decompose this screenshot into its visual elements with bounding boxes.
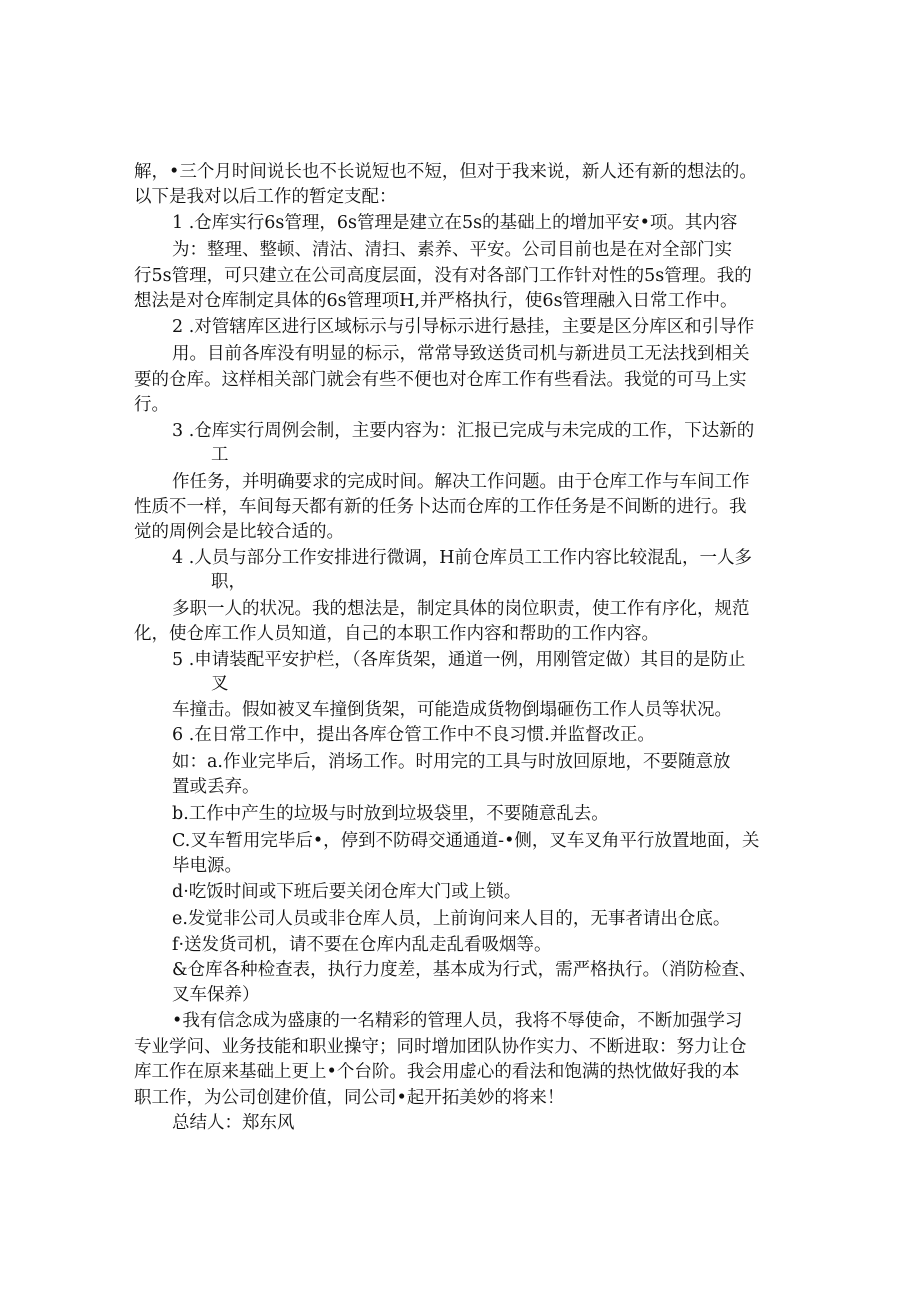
text-line: 职工作，为公司创建价值，同公司•起开拓美妙的将来！ bbox=[134, 1088, 565, 1108]
text-line: d·吃饭时间或下班后要关闭仓库大门或上锁。 bbox=[172, 882, 522, 902]
text-line: 性质不一样，车间每天都有新的任务卜达而仓库的工作任务是不间断的进行。我 bbox=[134, 497, 747, 517]
signature-line: 总结人：郑东风 bbox=[172, 1113, 295, 1133]
text-line: e.发觉非公司人员或非仓库人员，上前询问来人目的，无事者请出仓底。 bbox=[172, 909, 731, 929]
list-item-4-heading: 4 .人员与部分工作安排进行微调，H前仓库员工工作内容比较混乱，一人多 bbox=[172, 548, 753, 568]
text-line: C.叉车暂用完毕后•，停到不防碍交通通道-•侧，叉车叉角平行放置地面，关 bbox=[172, 831, 760, 851]
text-line: &仓库各种检查表，执行力度差，基本成为行式，需严格执行。（消防检查、 bbox=[172, 960, 757, 980]
text-line: f·送发货司机，请不要在仓库内乱走乱看吸烟等。 bbox=[172, 935, 552, 955]
text-line: 行。 bbox=[134, 395, 169, 415]
text-line: 叉车保养） bbox=[172, 985, 260, 1005]
text-line: 想法是对仓库制定具体的6s管理项H,并严格执行，使6s管理融入日常工作中。 bbox=[134, 291, 738, 311]
text-line: 专业学问、业务技能和职业操守；同时增加团队协作实力、不断进取：努力让仓 bbox=[134, 1037, 747, 1057]
text-line: 觉的周例会是比较合适的。 bbox=[134, 522, 344, 542]
list-item-2-heading: 2 .对管辖库区进行区域标示与引导标示进行悬挂，主要是区分库区和引导作 bbox=[172, 317, 755, 337]
text-line: 工 bbox=[211, 445, 229, 465]
text-line: 用。目前各库没有明显的标示，常常导致送货司机与新进员工无法找到相关 bbox=[172, 344, 750, 364]
text-line: 行5s管理，可只建立在公司高度层面，没有对各部门工作针对性的5s管理。我的 bbox=[134, 266, 752, 286]
text-line: 库工作在原来基础上更上•个台阶。我会用虚心的看法和饱满的热忱做好我的本 bbox=[134, 1062, 740, 1082]
text-line: 置或丢弃。 bbox=[172, 777, 260, 797]
text-line: 为：整理、整顿、清沽、清扫、素养、平安。公司目前也是在对全部门实 bbox=[172, 240, 732, 260]
list-item-5-heading: 5 .申请装配平安护栏，（各库货架，通道一例，用刚管定做）其目的是防止 bbox=[172, 650, 746, 670]
text-line: 要的仓库。这样相关部门就会有些不便也对仓库工作有些看法。我觉的可马上实 bbox=[134, 370, 747, 390]
text-line: 如：a.作业完毕后，消场工作。时用完的工具与时放回原地，不要随意放 bbox=[172, 752, 731, 772]
text-line: •我有信念成为盛康的一名精彩的管理人员，我将不辱使命，不断加强学习 bbox=[172, 1011, 743, 1031]
text-line: 化，使仓库工作人员知道，自己的本职工作内容和帮助的工作内容。 bbox=[134, 624, 659, 644]
list-item-1-heading: 1 .仓库实行6s管理，6s管理是建立在5s的基础上的增加平安•项。其内容 bbox=[172, 213, 738, 233]
text-line: 作任务，并明确要求的完成时间。解决工作问题。由于仓库工作与车间工作 bbox=[172, 472, 750, 492]
text-line: 职， bbox=[211, 572, 246, 592]
text-line: 毕电源。 bbox=[172, 856, 242, 876]
text-line: 叉 bbox=[211, 674, 229, 694]
text-line: 车撞击。假如被叉车撞倒货架，可能造成货物倒塌砸伤工作人员等状况。 bbox=[172, 700, 732, 720]
text-line: 以下是我对以后工作的暂定支配： bbox=[134, 187, 397, 207]
list-item-6-heading: 6 .在日常工作中，提出各库仓管工作中不良习惯.并监督改正。 bbox=[172, 725, 655, 745]
text-line: 解，•三个月时间说长也不长说短也不短，但对于我来说，新人还有新的想法的。 bbox=[134, 162, 757, 182]
text-line: 多职一人的状况。我的想法是，制定具体的岗位职责，使工作有序化，规范 bbox=[172, 599, 750, 619]
list-item-3-heading: 3 .仓库实行周例会制，主要内容为：汇报已完成与未完成的工作，下达新的 bbox=[172, 421, 755, 441]
text-line: b.工作中产生的垃圾与时放到垃圾袋里，不要随意乱去。 bbox=[172, 804, 609, 824]
